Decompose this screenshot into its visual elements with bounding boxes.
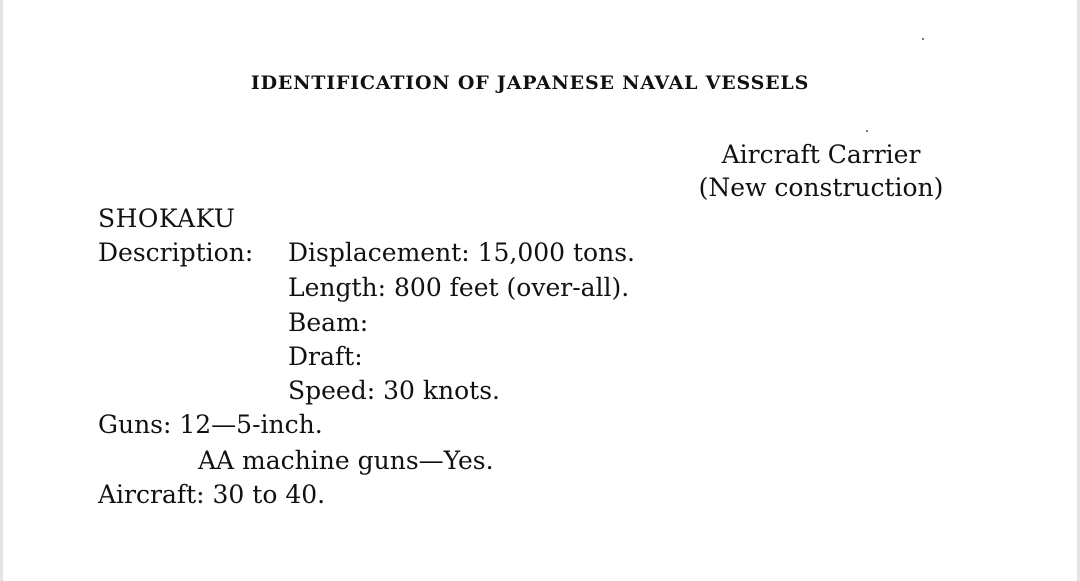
draft-line: Draft: — [288, 342, 363, 371]
description-label: Description: — [98, 238, 254, 267]
beam-line: Beam: — [288, 308, 369, 337]
speed-line: Speed: 30 knots. — [288, 376, 500, 405]
displacement-line: Displacement: 15,000 tons. — [288, 238, 635, 267]
scan-speck — [922, 38, 924, 40]
construction-status: (New construction) — [698, 173, 944, 202]
ship-type: Aircraft Carrier — [721, 140, 921, 169]
aircraft-line: Aircraft: 30 to 40. — [98, 480, 326, 509]
aa-guns-line: AA machine guns—Yes. — [198, 446, 494, 475]
scan-speck — [866, 130, 868, 132]
length-line: Length: 800 feet (over-all). — [288, 273, 630, 302]
ship-name: SHOKAKU — [98, 204, 236, 233]
guns-line: Guns: 12—5-inch. — [98, 410, 323, 439]
ship-classification — [690, 138, 952, 204]
page-heading: IDENTIFICATION OF JAPANESE NAVAL VESSELS — [250, 72, 810, 94]
